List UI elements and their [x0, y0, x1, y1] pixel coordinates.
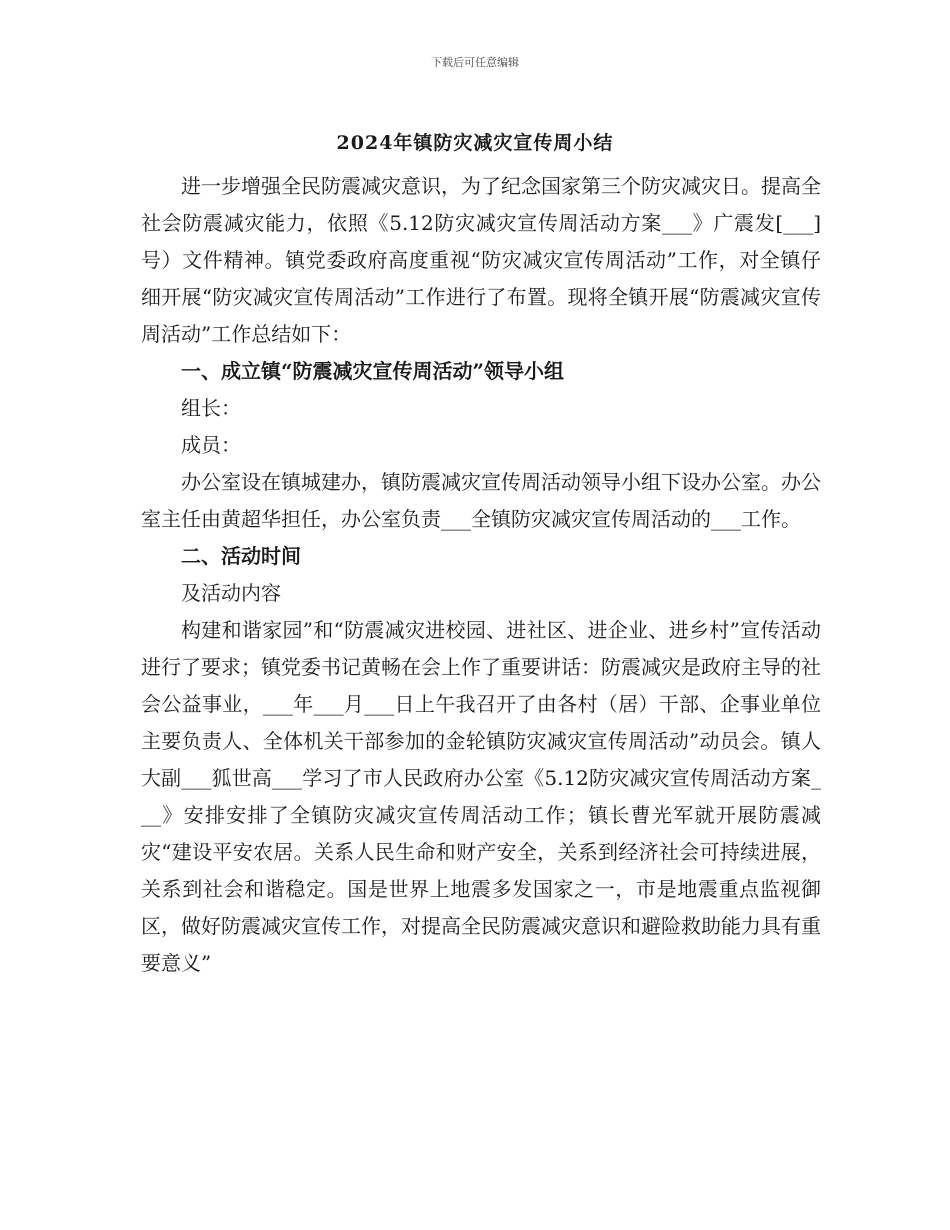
leader-line: 组长：: [181, 396, 241, 420]
section-heading-1: 一、成立镇“防震减灾宣传周活动”领导小组: [181, 359, 565, 383]
members-line: 成员：: [181, 433, 241, 457]
paragraph-intro: 进一步增强全民防震减灾意识，为了纪念国家第三个防灾减灾日。提高全社会防震减灾能力，依照《5.12防灾减灾宣传周活动方案___》广震发[___]号）文件精神。镇党委政府高度重视“防灾减灾宣传周活动”工作，对全镇仔细开展“防灾减灾宣传周活动”工作进行了布置。现将全镇开展“防震减灾宣传周活动”工作总结如下：: [141, 174, 821, 346]
paragraph-main: 构建和谐家园”和“防震减灾进校园、进社区、进企业、进乡村”宣传活动进行了要求；镇党委书记黄畅在会上作了重要讲话：防震减灾是政府主导的社会公益事业，___年___月___日上午我召开了由各村（居）干部、企事业单位主要负责人、全体机关干部参加的金轮镇防灾减灾宣传周活动”动员会。镇人大副___狐世高___学习了市人民政府办公室《5.12防灾减灾宣传周活动方案___》安排安排了全镇防灾减灾宣传周活动工作；镇长曹光军就开展防震减灾“建设平安农居。关系人民生命和财产安全，关系到经济社会可持续进展，关系到社会和谐稳定。国是世界上地震多发国家之一，市是地震重点监视御区，做好防震减灾宣传工作，对提高全民防震减灾意识和避险救助能力具有重要意义”: [141, 618, 821, 975]
document-title: 2024年镇防灾减灾宣传周小结: [336, 132, 614, 154]
section-heading-2: 二、活动时间: [181, 544, 301, 568]
header-note: 下载后可任意编辑: [431, 56, 519, 69]
activity-content-line: 及活动内容: [181, 581, 281, 605]
paragraph-office: 办公室设在镇城建办，镇防震减灾宣传周活动领导小组下设办公室。办公室主任由黄超华担任，办公室负责___全镇防灾减灾宣传周活动的___工作。: [141, 470, 821, 531]
document-body: [141, 168, 821, 982]
